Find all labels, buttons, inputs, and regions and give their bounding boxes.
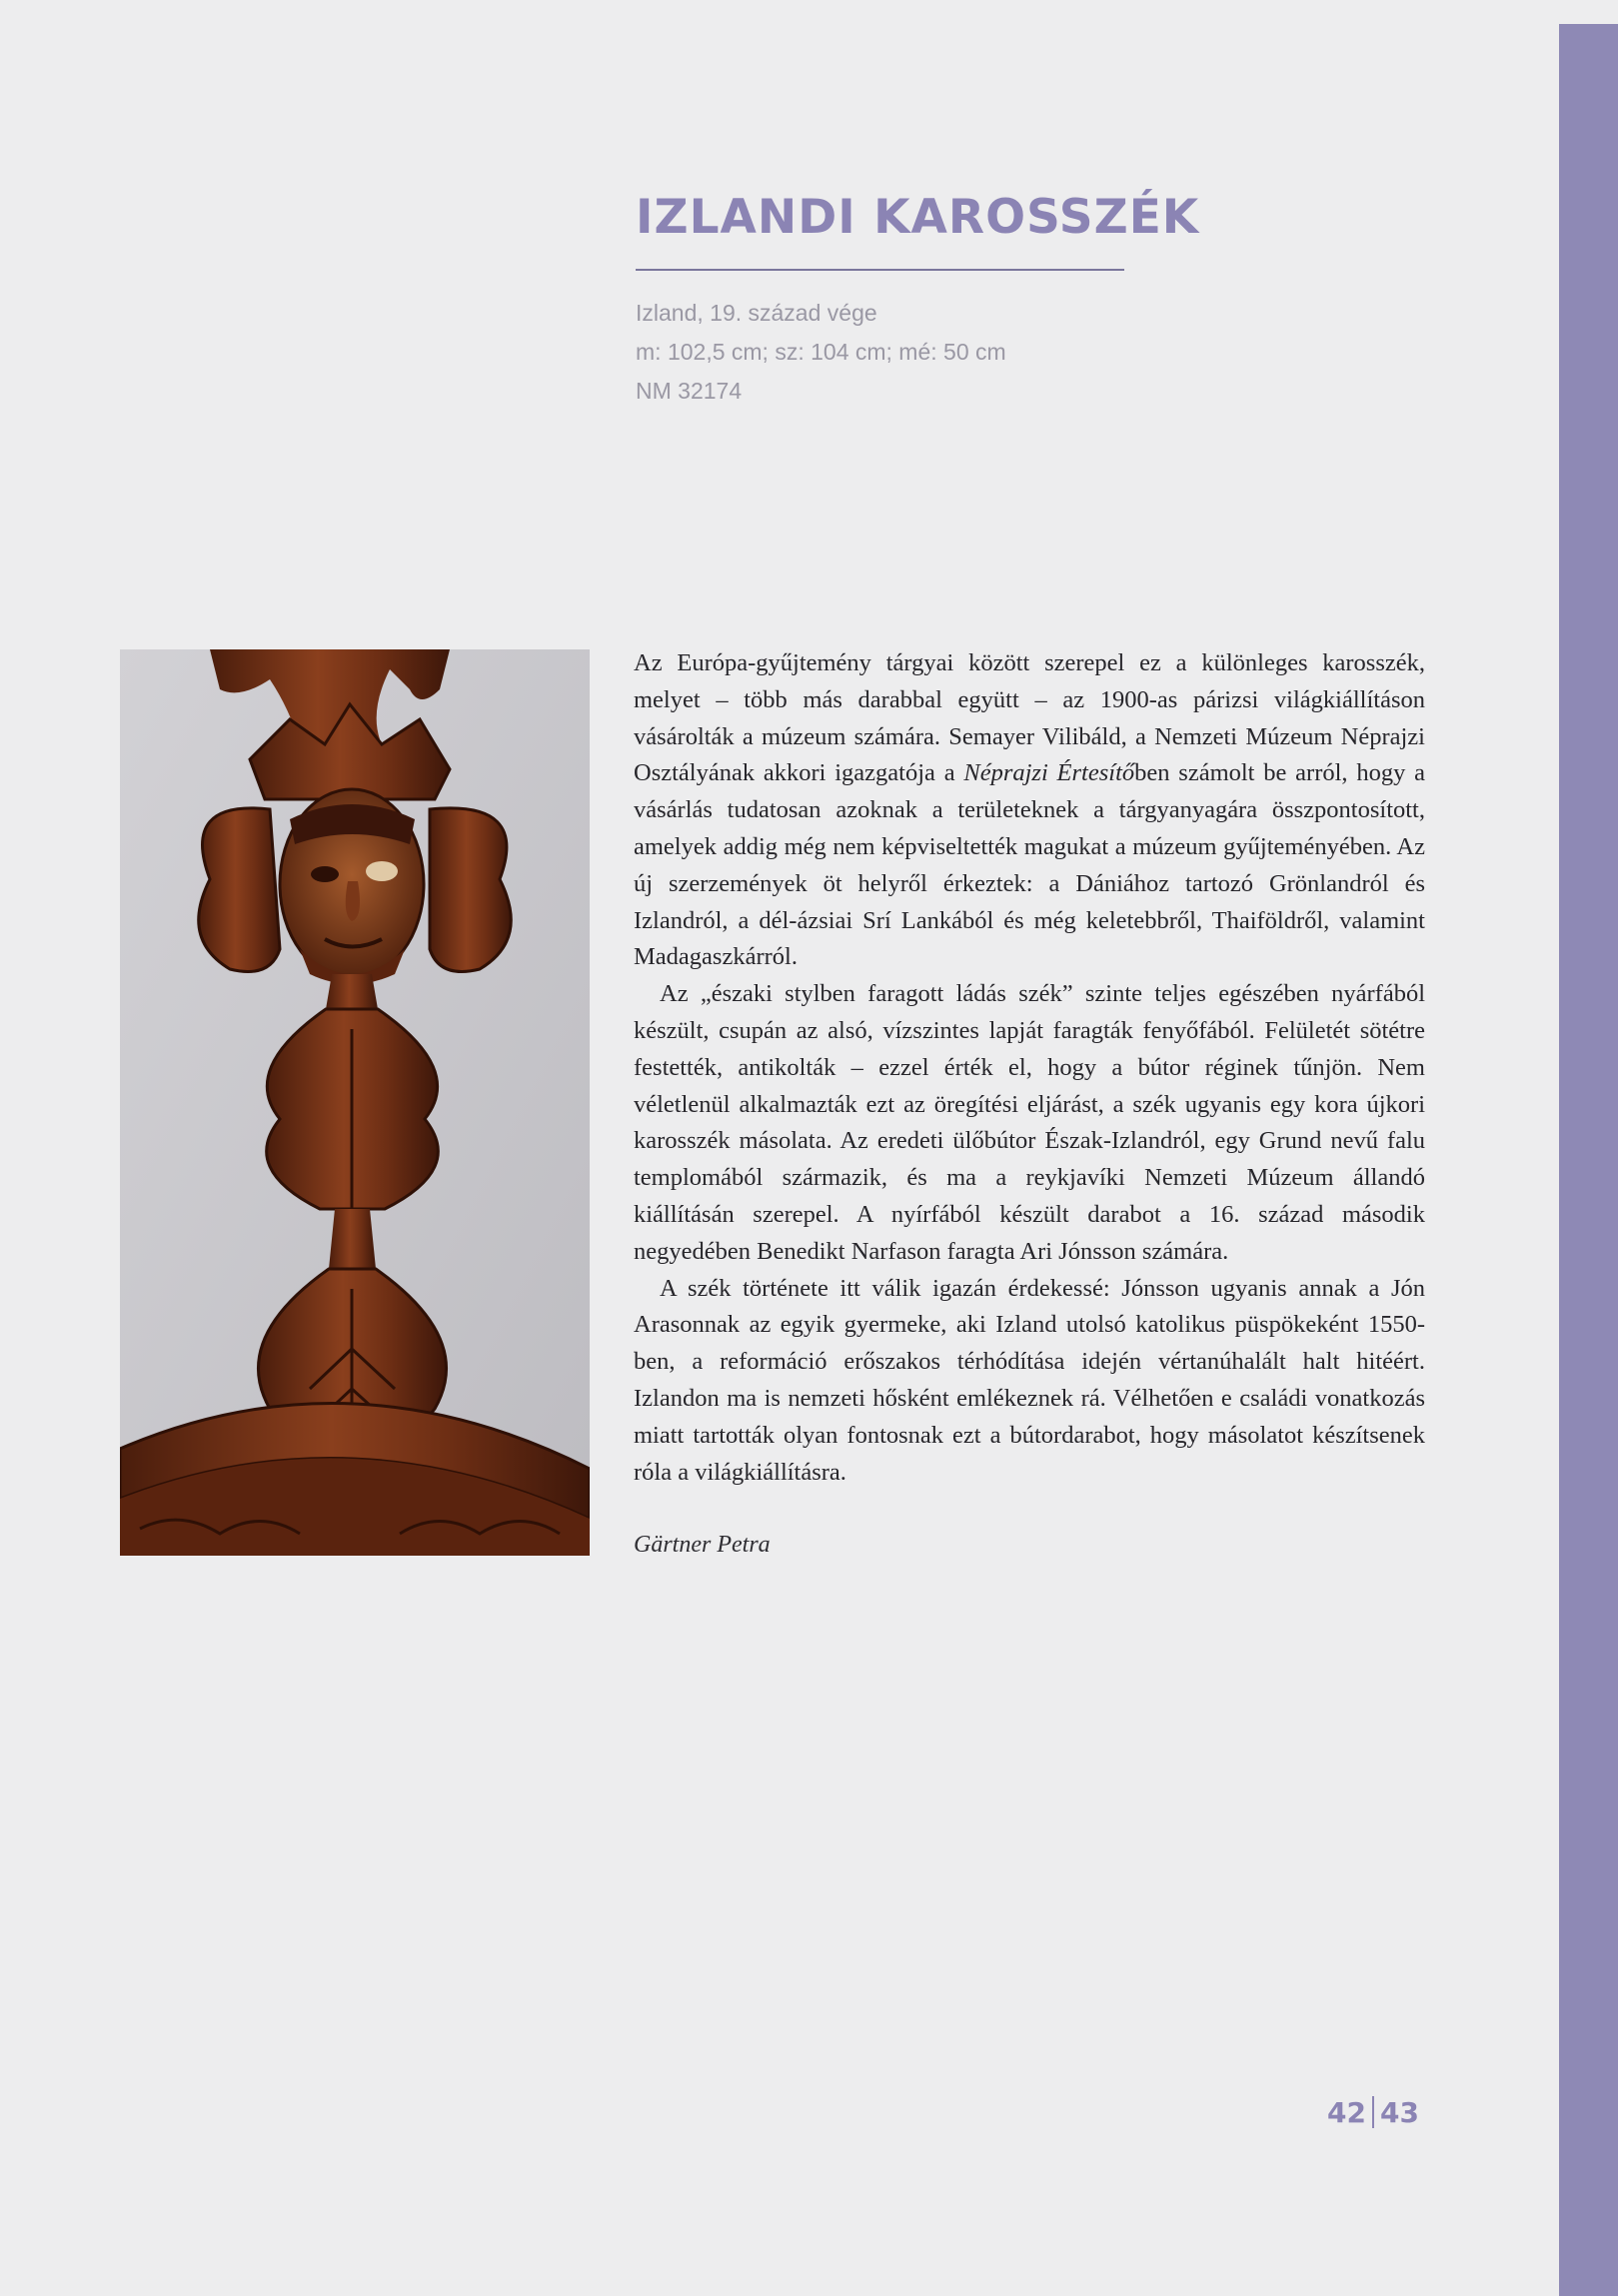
- article-body: [634, 645, 1425, 1491]
- object-dimensions: m: 102,5 cm; sz: 104 cm; mé: 50 cm: [636, 339, 1006, 365]
- inventory-number: NM 32174: [636, 378, 743, 404]
- page-number-separator: [1372, 2096, 1374, 2128]
- chair-photo: [120, 649, 590, 1556]
- object-metadata: [636, 294, 1235, 411]
- page-number-right: 43: [1379, 2096, 1419, 2129]
- paragraph-2: Az „északi stylben faragott ládás szék” szinte teljes egészében nyárfából készült, csupán az alsó, vízszintes lapját faragták fenyőfából. Felületét sötétre festették, antikolták – ezzel érték el, hogy a bútor réginek tűnjön. Nem véletlenül alkalmazták ezt az öregítési eljárást, a szék ugyanis egy kora újkori karosszék másolata. Az eredeti ülőbútor Észak-Izlandról, egy Grund nevű falu templomából származik, és ma a reykjavíki Nemzeti Múzeum állandó kiállításán szerepel. A nyírfából készült darabot a 16. század második negyedében Benedikt Narfason faragta Ari Jónsson számára.: [634, 980, 1425, 1265]
- page-title: IZLANDI KAROSSZÉK: [636, 190, 1200, 245]
- paragraph-1-start: Az Európa-gyűjtemény tárgyai között szerepel ez a különleges karosszék, melyet – több más darabbal együtt – az 1900-as párizsi világkiállításon vásárolták a múzeum számára. Semayer Vilibáld, a Nemzeti Múzeum Néprajzi Osztályának akkori igazgatója a: [634, 649, 1425, 787]
- paragraph-3: A szék története itt válik igazán érdekessé: Jónsson ugyanis annak a Jón Arasonnak az egyik gyermeke, aki Izland utolsó katolikus püspökeként 1550-ben, a reformáció erőszakos térhódítása idején vértanúhalált halt hitéért. Izlandon ma is nemzeti hősként emlékeznek rá. Vélhetően e családi vonatkozás miatt tartották olyan fontosnak ezt a bútordarabot, hogy másolatot készítsenek róla a világkiállításra.: [634, 1274, 1425, 1486]
- paragraph-1: [634, 645, 1425, 976]
- title-divider: [636, 269, 1124, 271]
- page-numbers: [1327, 2096, 1419, 2129]
- paragraph-1-end: ben számolt be arról, hogy a vásárlás tudatosan azoknak a területeknek a tárgyanyagára összpontosított, amelyek addig még nem képviseltették magukat a múzeum gyűjteményében. Az új szerzemények öt helyről érkeztek: a Dániához tartozó Grönlandról és Izlandról, a dél-ázsiai Srí Lankából és még keletebbről, Thaiföldről, valamint Madagaszkárról.: [634, 759, 1425, 971]
- page-number-left: 42: [1327, 2096, 1366, 2129]
- author-signature: Gärtner Petra: [634, 1532, 771, 1558]
- object-origin: Izland, 19. század vége: [636, 300, 877, 326]
- journal-title: Néprajzi Értesítő: [963, 759, 1135, 787]
- page-edge-band: [1559, 24, 1618, 2296]
- carved-chair-illustration: [120, 649, 590, 1556]
